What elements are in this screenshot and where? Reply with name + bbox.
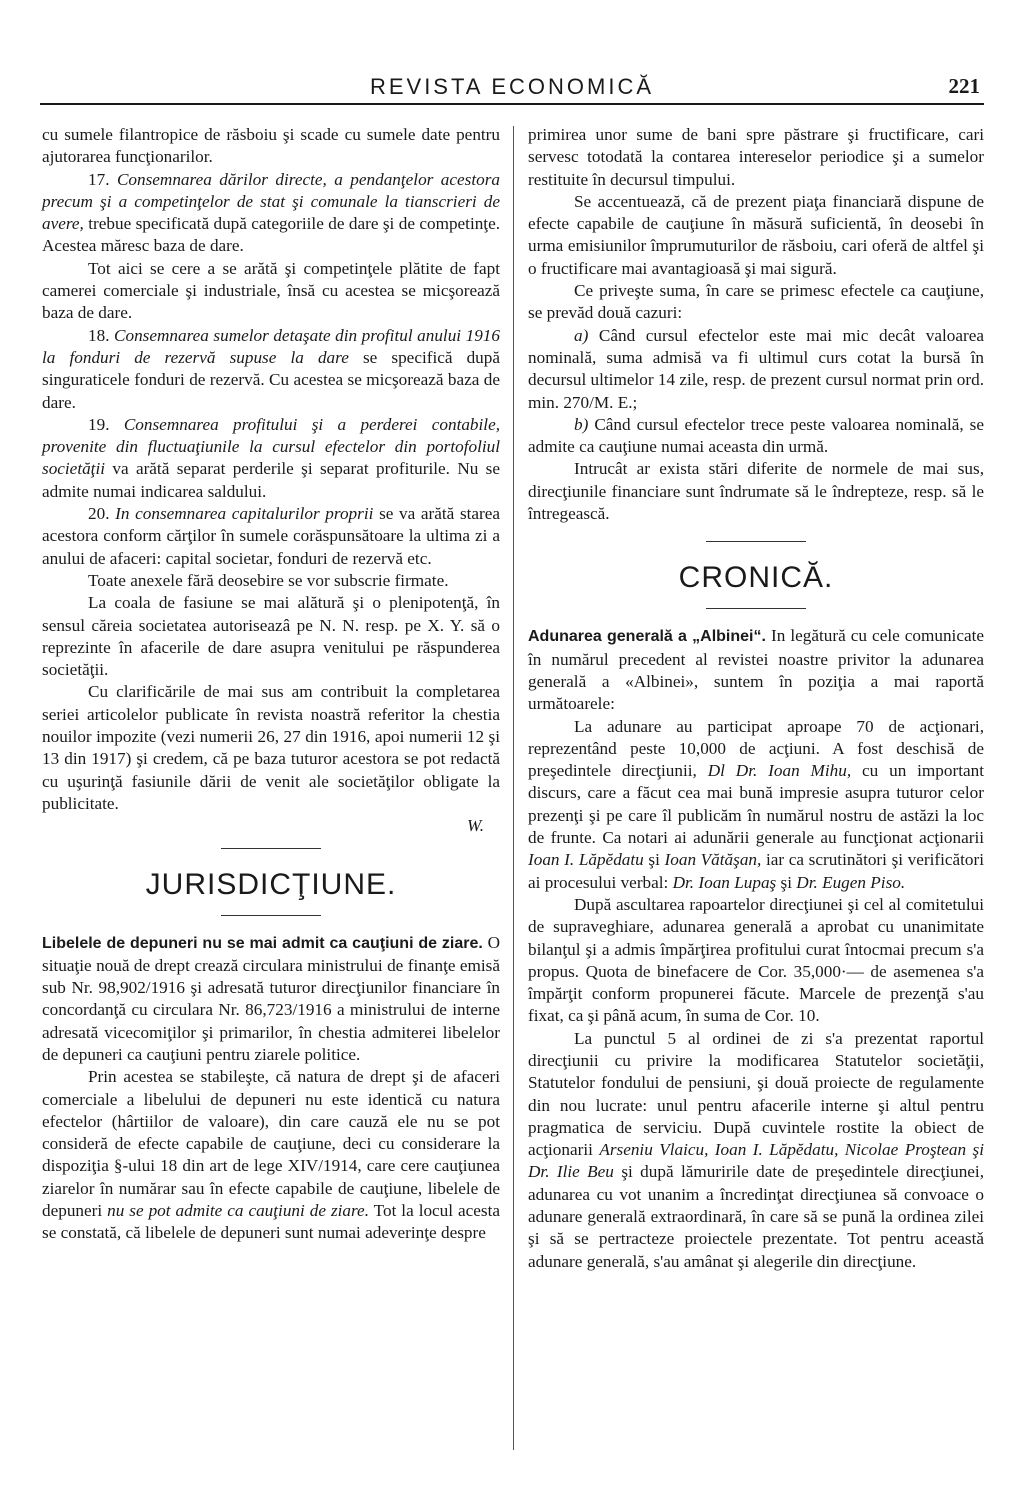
column-divider — [513, 126, 514, 1450]
person-name: Dr. Eugen Piso. — [796, 872, 906, 892]
article-text: In legătură cu cele comunicate în numărul precedent al revistei noastre privitor la adunarea generală a «Albinei», suntem în poziţia a mai raportă următoarele: — [528, 626, 984, 714]
article-lead: Adunarea generală a „Albinei“. — [528, 628, 766, 646]
item-text: va arătă separat perderile şi separat profiturile. Nu se admite numai indicarea saldului. — [42, 459, 501, 501]
person-name: Dr. Ioan Lupaş — [672, 872, 777, 892]
item-number: 20. — [88, 504, 110, 524]
page-header — [40, 74, 984, 104]
article-emphasis: nu se pot admite ca cauţiuni de ziare. — [107, 1201, 369, 1221]
article-text: O situaţie nouă de drept crează circulara ministrului de finanţe emisă sub Nr. 98,902/1916 şi adresată tuturor direcţiunilor financiare în concordanţă cu circulara Nr. 86,723/1916 a ministrului de interne adresată vicecomiţilor şi primarilor, în chestia admiterei libelelor de depuneri ca cauţiuni pentru ziarele politice. — [42, 932, 501, 1064]
person-name: Ioan Vătăşan, — [664, 850, 762, 870]
item-text: se specifică după singuraticele fonduri de rezervă. Cu acestea se micşorează baza de dare. — [42, 347, 500, 412]
person-names: Arseniu Vlaicu, Ioan I. Lăpĕdatu, Nicolae Proştean şi Dr. Ilie Beu — [528, 1140, 984, 1182]
case-label: a) — [574, 325, 589, 345]
case-a — [528, 325, 984, 414]
article-lead: Libelele de depuneri nu se mai admit ca cauţiuni de ziare. — [42, 934, 483, 952]
spacer — [528, 609, 984, 625]
paragraph: Intrucât ar exista stări diferite de normele de mai sus, direcţiunile financiare sunt îndrumate să le îndrepteze, resp. să le întregească. — [528, 459, 984, 524]
left-column — [42, 124, 500, 1245]
chronicle-paragraph: După ascultarea rapoartelor direcţiunei şi cel al comitetului de supraveghiare, adunarea generală a aprobat cu unanimitate bilanţul şi a admis împărţirea profitului curat întocmai precum s'a propus. Quota de binefacere de Cor. 35,000·— de asemenea s'a împărţit conform propunerei făcute. Marcele de prezenţă s'au fixat, ca şi până acum, în suma de Cor. 10. — [528, 894, 984, 1026]
article-text: Tot la locul acesta se constată, că libelele de depuneri sunt numai adeverinţe despre — [42, 1201, 501, 1243]
case-b — [528, 414, 984, 459]
right-column — [528, 124, 984, 1273]
paragraph: Toate anexele fără deosebire se vor subscrie firmate. — [88, 570, 449, 590]
spacer — [42, 916, 500, 932]
paragraph: Cu clarificările de mai sus am contribuit la completarea seriei articolelor publicate în revista noastră referitor la chestia nouilor impozite (vezi numerii 26, 27 din 1916, apoi numerii 12 şi 13 din 1917) şi credem, că pe baza tuturor acestora se pot redactă cu uşurinţă fasiunile dării de venit ale societăţilor obligate la publicitate. — [42, 682, 500, 813]
case-text: Când cursul efectelor trece peste valoarea nominală, se admite ca cauţiune numai aceasta din urmă. — [528, 414, 984, 457]
paragraph-17 — [42, 169, 500, 258]
item-number: 19. — [88, 414, 110, 434]
section-title-cronica: CRONICĂ. — [678, 561, 834, 595]
person-name: Dl Dr. Ioan Mihu, — [707, 761, 852, 781]
article-text: şi după lămuririle date de preşedintele direcţiunei, adunarea cu vot unanim a încredinţat direcţiunea să convoace o adunare generală extraordinară, în care să se pună la ordinea zilei şi să se pertracteze proiectele prezentate. Tot pentru aceastǎ adunare generală, s'au amânat şi alegerile din direcţiune. — [528, 1162, 984, 1271]
person-name: Ioan I. Lăpĕdatu — [528, 850, 644, 870]
section-rule — [706, 541, 806, 542]
chronicle-paragraph — [528, 1028, 984, 1273]
item-number: 17. — [88, 169, 110, 189]
article-text: Prin acestea se stabileşte, că natura de drept şi de afaceri comerciale a libelului de depuneri nu este identică cu natura efectelor (hârtiilor de valoare), din care cauză ele nu se pot consideră de efecte capabile de cauţiune, deci cu considerare la dispoziţia §-ului 18 din art de lege XIV/1914, care cere cauţiunea ziarelor în numărar sau în efecte capabile de cauţiune, libelele de depuneri — [42, 1067, 500, 1221]
article-text: şi — [648, 850, 660, 870]
article-text: La adunare au participat aproape 70 de acţionari, reprezentând peste 10,000 de acţiuni. A fost deschisă de preşedintele direcţiunii, — [528, 716, 984, 781]
paragraph-19 — [42, 414, 500, 503]
journal-title: REVISTA ECONOMICĂ — [369, 74, 655, 99]
paragraph: cu sumele filantropice de răsboiu şi scade cu sumele date pentru ajutorarea funcţionarilor. — [42, 125, 500, 167]
paragraph: Se accentuează, că de prezent piaţa financiară dispune de efecte capabile de cauţiune în măsură suficientă, în deosebi în urma emisiunilor împrumuturilor de răsboiu, cari oferă de altfel şi o fructificare mai avantagioasă şi mai sigură. — [528, 191, 984, 278]
paragraph: Tot aici se cere a se arătă şi competinţele plătite de fapt camerei comerciale şi industriale, însă cu acestea se micşorează baza de dare. — [42, 258, 500, 323]
case-text: Când cursul efectelor este mai mic decât valoarea nominală, suma admisă va fi ultimul curs cotat la bursă în decursul ultimelor 14 zile, resp. de prezent cursul normat prin ord. min. 270/M. E.; — [528, 325, 984, 412]
spacer — [42, 838, 500, 848]
item-number: 18. — [88, 325, 110, 345]
item-heading: Consemnarea dărilor directe, a pendanţelor acestora precum şi a competinţelor de stat şi comunale la tianscrieri de avere, — [42, 169, 501, 234]
author-signature: W. — [466, 816, 484, 836]
header-rule — [40, 103, 984, 105]
section-rule — [221, 848, 321, 849]
item-heading: In consemnarea capitalurilor proprii — [115, 504, 374, 524]
item-heading: Consemnarea profitului şi a perderei contabile, provenite din fluctuaţiunile la cursul efectelor din portofoliul societăţii — [42, 414, 501, 479]
article-text: iar ca scrutinători şi verificători ai procesului verbal: — [528, 850, 985, 892]
paragraph-18 — [42, 325, 500, 414]
article-text: La punctul 5 al ordinei de zi s'a prezentat raportul direcţiunii cu privire la modificarea Statutelor societăţii, Statutelor fondului de pensiuni, şi două proiecte de regulamente din nou lucrate: unul pentru afacerile interne şi altul pentru pragmatica de serviciu. După cuvintele rostite la obiect de acţionarii — [528, 1028, 984, 1160]
paragraph-20 — [42, 503, 500, 570]
item-text: trebue specificată după categoriile de dare şi de competinţe. Acestea măresc baza de dare. — [42, 214, 501, 256]
chronicle-paragraph — [528, 625, 984, 715]
jurisdiction-paragraph — [42, 932, 500, 1067]
spacer — [528, 525, 984, 541]
paragraph: Ce priveşte suma, în care se primesc efectele ca cauţiune, se prevăd două cazuri: — [528, 281, 984, 323]
jurisdiction-paragraph — [42, 1066, 500, 1244]
chronicle-paragraph — [528, 716, 984, 894]
item-heading: Consemnarea sumelor detaşate din profitul anului 1916 la fonduri de rezervă supuse la dare — [42, 325, 500, 367]
case-label: b) — [574, 414, 589, 434]
item-text: se va arătă starea acestora conform cărţilor în sumele corăspunsătoare la ultima zi a anului de afaceri: capital societar, fonduri de rezervă etc. — [42, 504, 501, 568]
paragraph: primirea unor sume de bani spre păstrare şi fructificare, cari servesc totodată la contarea intereselor periodice şi a sumelor restituite în decursul timpului. — [528, 125, 984, 189]
article-text: şi — [780, 872, 792, 892]
paragraph: La coala de fasiune se mai alătură şi o plenipotenţă, în sensul căreia societatea autoriseazâ pe N. N. resp. pe X. Y. să o reprezinte în afacerile de dare asupra venitului pe răspunderea societăţii. — [42, 593, 500, 680]
page-number: 221 — [948, 74, 980, 98]
section-title-jurisdictiune: JURISDICŢIUNE. — [145, 867, 397, 901]
article-text: cu un important discurs, care a făcut cea mai bună impresie asupra tuturor celor prezenţi şi pe care îl publicăm în numărul nostru de astăzi la loc de frunte. Ca notari ai adunării generale au funcţionat acţionarii — [528, 761, 984, 848]
